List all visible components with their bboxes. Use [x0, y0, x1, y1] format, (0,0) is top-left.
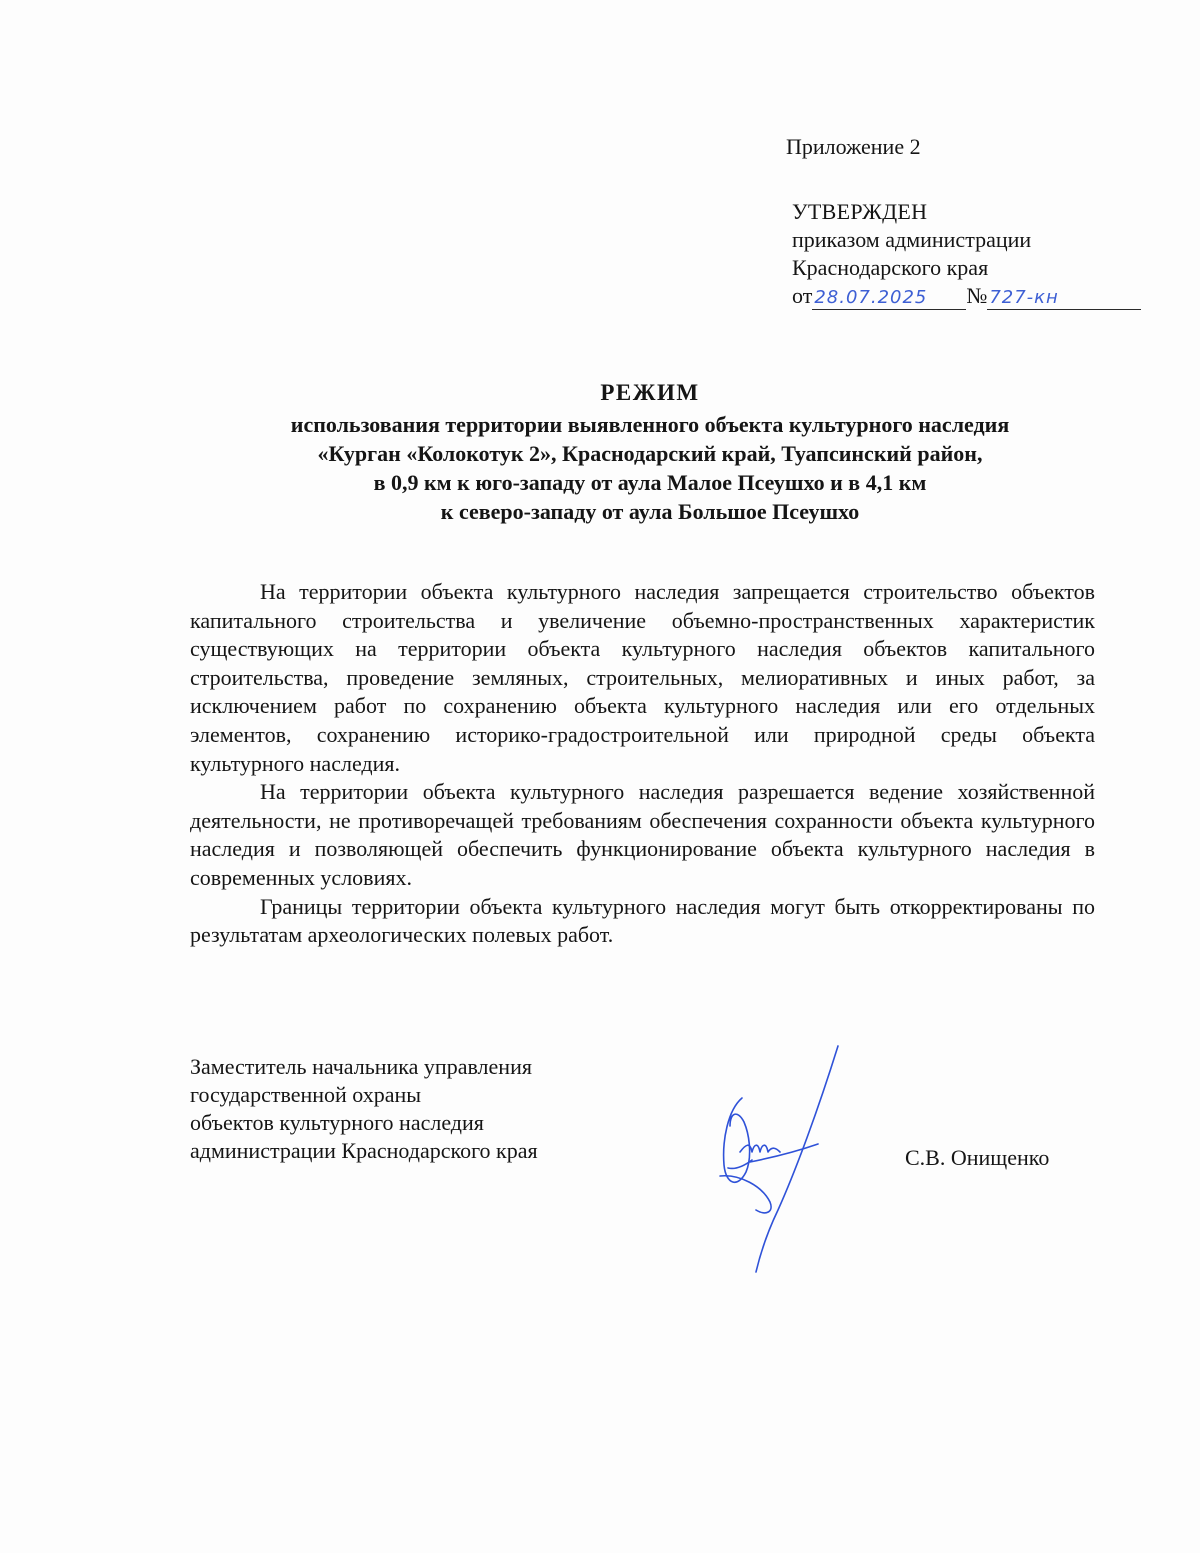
handwritten-date: 28.07.2025: [812, 287, 966, 310]
signer-position-line: государственной охраны: [190, 1082, 422, 1107]
title-line: к северо-западу от аула Большое Псеушхо: [440, 499, 860, 524]
body-text: [190, 578, 1095, 950]
order-line-1: приказом администрации: [792, 227, 1032, 252]
appendix-label: Приложение 2: [786, 134, 921, 159]
title-main: РЕЖИМ: [600, 380, 700, 405]
signer-position: [190, 1053, 538, 1165]
handwritten-number: 727-кн: [987, 287, 1141, 310]
signature-strokes: [720, 1046, 838, 1272]
order-date-number-line: [792, 282, 1141, 310]
signer-position-line: Заместитель начальника управления: [190, 1054, 532, 1079]
body-paragraph: Границы территории объекта культурного наследия могут быть откорректированы по результатам археологических полевых работ.: [190, 893, 1095, 948]
order-line-2: Краснодарского края: [792, 255, 989, 280]
approved-label: УТВЕРЖДЕН: [792, 199, 928, 224]
body-paragraph: На территории объекта культурного наследия разрешается ведение хозяйственной деятельности, не противоречащей требованиям обеспечения сохранности объекта культурного наследия и позволяющей обеспечить функционирование объекта культурного наследия в современных условиях.: [190, 779, 1095, 890]
body-paragraph: На территории объекта культурного наследия запрещается строительство объектов капитального строительства и увеличение объемно-пространственных характеристик существующих на территории объекта культурного наследия объектов капитального строительства, проведение земляных, строительных, мелиоративных и иных работ, за исключением работ по сохранению объекта культурного наследия или его отдельных элементов, сохранению историко-градостроительной или природной среды объекта культурного наследия.: [190, 579, 1095, 776]
approval-block: [792, 198, 1141, 310]
handwritten-signature: [700, 1040, 860, 1280]
title-line: «Курган «Колокотук 2», Краснодарский край, Туапсинский район,: [317, 441, 983, 466]
from-prefix: от: [792, 283, 813, 308]
title-line: в 0,9 км к юго-западу от аула Малое Псеушхо и в 4,1 км: [373, 470, 927, 495]
number-prefix: №: [966, 283, 988, 308]
signer-name: С.В. Онищенко: [905, 1145, 1050, 1170]
document-title: [140, 378, 1160, 526]
title-line: использования территории выявленного объекта культурного наследия: [290, 412, 1010, 437]
signer-position-line: администрации Краснодарского края: [190, 1138, 538, 1163]
signer-position-line: объектов культурного наследия: [190, 1110, 484, 1135]
